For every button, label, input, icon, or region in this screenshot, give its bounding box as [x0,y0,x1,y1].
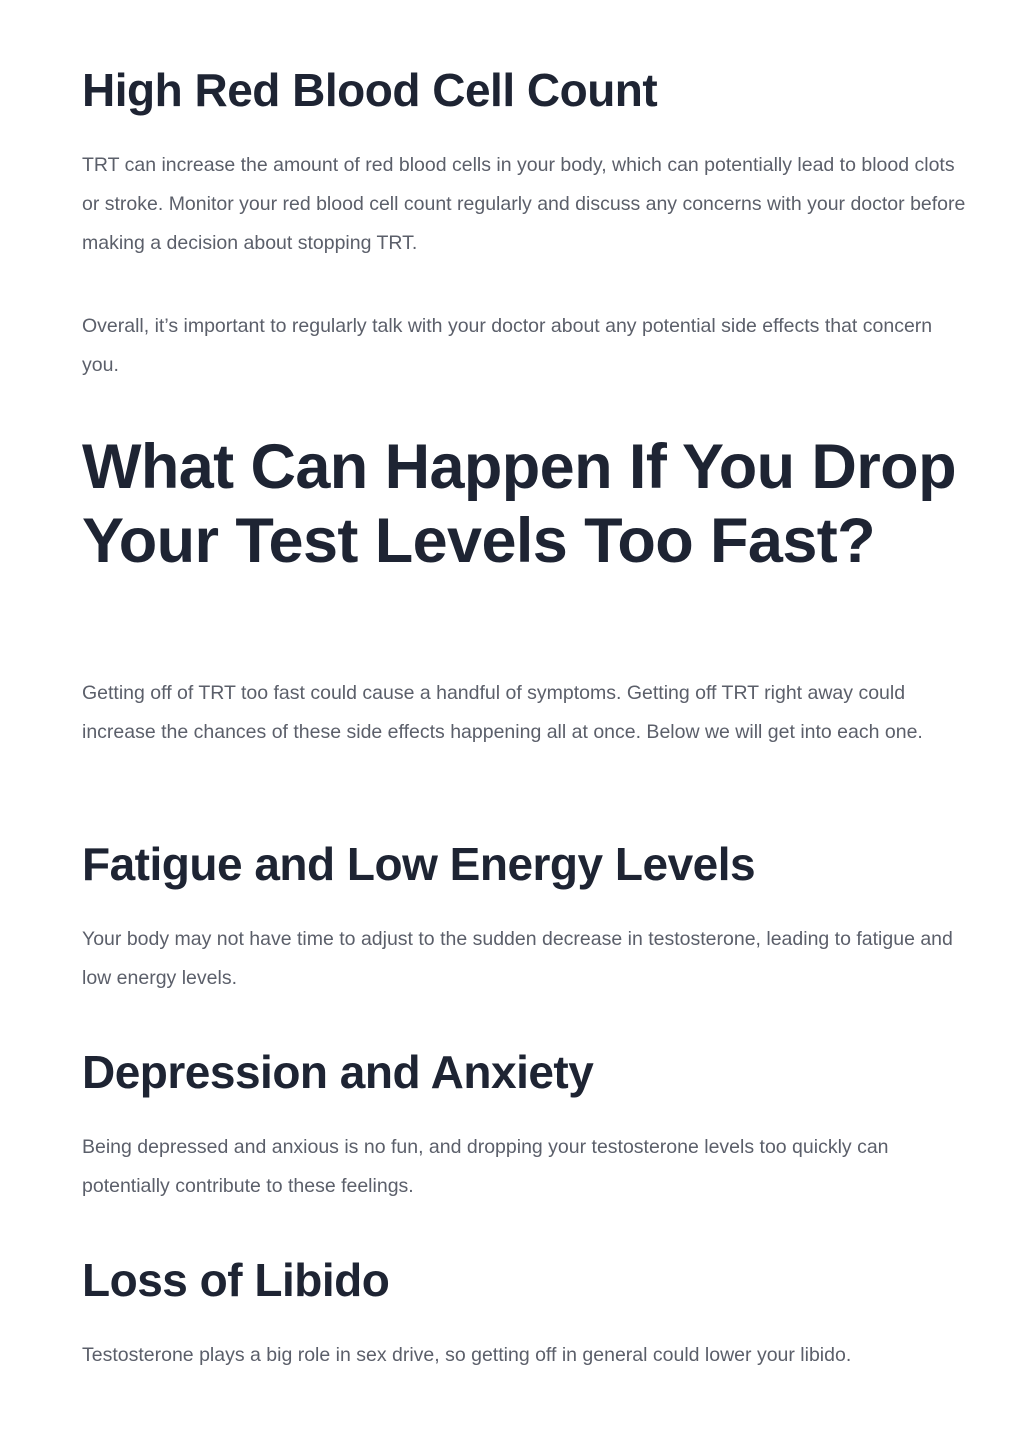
section-heading-depression: Depression and Anxiety [82,1046,594,1098]
section-heading-fatigue: Fatigue and Low Energy Levels [82,838,756,890]
section-heading-high-rbc: High Red Blood Cell Count [82,64,658,116]
paragraph-depression: Being depressed and anxious is no fun, and dropping your testosterone levels too quickly can potentially contribute to these feelings. [82,1136,889,1197]
paragraph-fatigue: Your body may not have time to adjust to the sudden decrease in testosterone, leading to fatigue and low energy levels. [82,928,953,989]
paragraph-libido: Testosterone plays a big role in sex drive, so getting off in general could lower your libido. [82,1344,852,1366]
paragraph-high-rbc: TRT can increase the amount of red blood cells in your body, which can potentially lead to blood clots or stroke. Monitor your red blood cell count regularly and discuss any concerns with your doctor before making a decision about stopping TRT. [82,154,966,254]
section-heading-libido: Loss of Libido [82,1254,390,1306]
paragraph-drop-too-fast: Getting off of TRT too fast could cause a handful of symptoms. Getting off TRT right away could increase the chances of these side effects happening all at once. Below we will get into each one. [82,682,923,743]
paragraph-overall: Overall, it’s important to regularly talk with your doctor about any potential side effects that concern you. [82,315,933,376]
main-heading-drop-too-fast: What Can Happen If You Drop Your Test Levels Too Fast? [82,432,956,576]
